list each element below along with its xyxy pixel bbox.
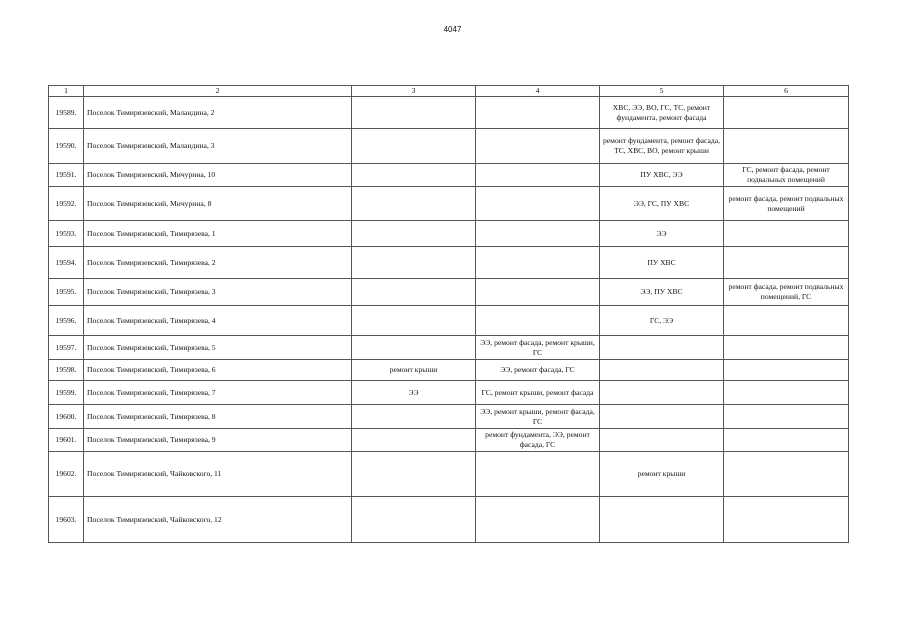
row-works-col4 — [476, 306, 600, 336]
row-works-col3: ремонт крыши — [352, 360, 476, 381]
row-works-col4 — [476, 279, 600, 306]
row-works-col5 — [600, 405, 724, 429]
row-works-col4 — [476, 452, 600, 497]
page-number: 4047 — [443, 25, 462, 34]
row-works-col3 — [352, 279, 476, 306]
row-number: 19598. — [49, 360, 84, 381]
row-number: 19602. — [49, 452, 84, 497]
row-number: 19600. — [49, 405, 84, 429]
row-address: Поселок Тимирязевский, Тимирязева, 2 — [84, 247, 352, 279]
row-works-col4 — [476, 187, 600, 221]
row-works-col4 — [476, 97, 600, 129]
table-row — [49, 306, 849, 336]
row-works-col6 — [724, 429, 849, 452]
row-works-col3 — [352, 497, 476, 543]
row-works-col6 — [724, 497, 849, 543]
row-works-col6 — [724, 360, 849, 381]
row-works-col5: ПУ ХВС, ЭЭ — [600, 164, 724, 187]
row-address: Поселок Тимирязевский, Мичурина, 10 — [84, 164, 352, 187]
table-row — [49, 429, 849, 452]
row-works-col3 — [352, 164, 476, 187]
row-works-col4 — [476, 247, 600, 279]
row-number: 19591. — [49, 164, 84, 187]
table-row — [49, 497, 849, 543]
row-works-col3 — [352, 452, 476, 497]
row-works-col5: ремонт фундамента, ремонт фасада, ТС, ХВС, ВО, ремонт крыши — [600, 129, 724, 164]
row-works-col5: ЭЭ — [600, 221, 724, 247]
table-row — [49, 360, 849, 381]
row-works-col6 — [724, 221, 849, 247]
row-address: Поселок Тимирязевский, Мичурина, 8 — [84, 187, 352, 221]
row-works-col5: ПУ ХВС — [600, 247, 724, 279]
column-header-3: 3 — [352, 86, 476, 97]
row-works-col3 — [352, 306, 476, 336]
row-number: 19601. — [49, 429, 84, 452]
row-works-col5: ремонт крыши — [600, 452, 724, 497]
column-header-6: 6 — [724, 86, 849, 97]
row-address: Поселок Тимирязевский, Тимирязева, 8 — [84, 405, 352, 429]
column-header-1: 1 — [49, 86, 84, 97]
table-row — [49, 221, 849, 247]
row-works-col3 — [352, 405, 476, 429]
row-works-col5: ЭЭ, ГС, ПУ ХВС — [600, 187, 724, 221]
column-header-5: 5 — [600, 86, 724, 97]
table-row — [49, 336, 849, 360]
row-works-col6 — [724, 129, 849, 164]
row-works-col4: ЭЭ, ремонт фасада, ГС — [476, 360, 600, 381]
row-address: Поселок Тимирязевский, Тимирязева, 5 — [84, 336, 352, 360]
row-number: 19595. — [49, 279, 84, 306]
row-works-col4 — [476, 164, 600, 187]
row-works-col5 — [600, 381, 724, 405]
row-address: Поселок Тимирязевский, Тимирязева, 9 — [84, 429, 352, 452]
row-number: 19603. — [49, 497, 84, 543]
table-row — [49, 452, 849, 497]
row-works-col4: ЭЭ, ремонт крыши, ремонт фасада, ГС — [476, 405, 600, 429]
row-number: 19589. — [49, 97, 84, 129]
row-works-col4 — [476, 129, 600, 164]
row-works-col4: ремонт фундамента, ЭЭ, ремонт фасада, ГС — [476, 429, 600, 452]
row-works-col6 — [724, 306, 849, 336]
row-works-col6 — [724, 405, 849, 429]
row-number: 19596. — [49, 306, 84, 336]
row-number: 19594. — [49, 247, 84, 279]
table-row — [49, 247, 849, 279]
row-works-col5 — [600, 497, 724, 543]
table-row — [49, 405, 849, 429]
table-row — [49, 279, 849, 306]
row-works-col3 — [352, 247, 476, 279]
table-row — [49, 97, 849, 129]
row-number: 19593. — [49, 221, 84, 247]
row-address: Поселок Тимирязевский, Тимирязева, 6 — [84, 360, 352, 381]
row-number: 19590. — [49, 129, 84, 164]
row-works-col3 — [352, 187, 476, 221]
table-row — [49, 164, 849, 187]
row-address: Поселок Тимирязевский, Тимирязева, 1 — [84, 221, 352, 247]
table-header-row — [49, 86, 849, 97]
row-address: Поселок Тимирязевский, Чайковского, 12 — [84, 497, 352, 543]
row-works-col6: ремонт фасада, ремонт подвальных помещений — [724, 187, 849, 221]
row-address: Поселок Тимирязевский, Чайковского, 11 — [84, 452, 352, 497]
row-address: Поселок Тимирязевский, Маландина, 3 — [84, 129, 352, 164]
column-header-2: 2 — [84, 86, 352, 97]
row-address: Поселок Тимирязевский, Тимирязева, 4 — [84, 306, 352, 336]
row-works-col6 — [724, 97, 849, 129]
row-works-col4: ГС, ремонт крыши, ремонт фасада — [476, 381, 600, 405]
repair-register-table — [48, 85, 849, 543]
row-works-col3 — [352, 336, 476, 360]
table-row — [49, 129, 849, 164]
row-number: 19592. — [49, 187, 84, 221]
row-works-col6 — [724, 247, 849, 279]
row-works-col3 — [352, 129, 476, 164]
row-works-col6: ремонт фасада, ремонт подвальных помещений, ГС — [724, 279, 849, 306]
row-works-col6: ГС, ремонт фасада, ремонт подвальных помещений — [724, 164, 849, 187]
column-header-4: 4 — [476, 86, 600, 97]
table-row — [49, 381, 849, 405]
row-works-col5 — [600, 336, 724, 360]
row-works-col3: ЭЭ — [352, 381, 476, 405]
row-works-col5: ЭЭ, ПУ ХВС — [600, 279, 724, 306]
row-works-col3 — [352, 429, 476, 452]
row-works-col4: ЭЭ, ремонт фасада, ремонт крыши, ГС — [476, 336, 600, 360]
row-works-col3 — [352, 97, 476, 129]
row-works-col3 — [352, 221, 476, 247]
row-address: Поселок Тимирязевский, Тимирязева, 3 — [84, 279, 352, 306]
row-number: 19597. — [49, 336, 84, 360]
table-row — [49, 187, 849, 221]
row-works-col4 — [476, 221, 600, 247]
row-works-col6 — [724, 381, 849, 405]
row-works-col5: ХВС, ЭЭ, ВО, ГС, ТС, ремонт фундамента, ремонт фасада — [600, 97, 724, 129]
row-works-col4 — [476, 497, 600, 543]
row-address: Поселок Тимирязевский, Маландина, 2 — [84, 97, 352, 129]
row-works-col6 — [724, 452, 849, 497]
row-works-col5: ГС, ЭЭ — [600, 306, 724, 336]
row-works-col5 — [600, 429, 724, 452]
row-works-col6 — [724, 336, 849, 360]
row-works-col5 — [600, 360, 724, 381]
row-address: Поселок Тимирязевский, Тимирязева, 7 — [84, 381, 352, 405]
row-number: 19599. — [49, 381, 84, 405]
